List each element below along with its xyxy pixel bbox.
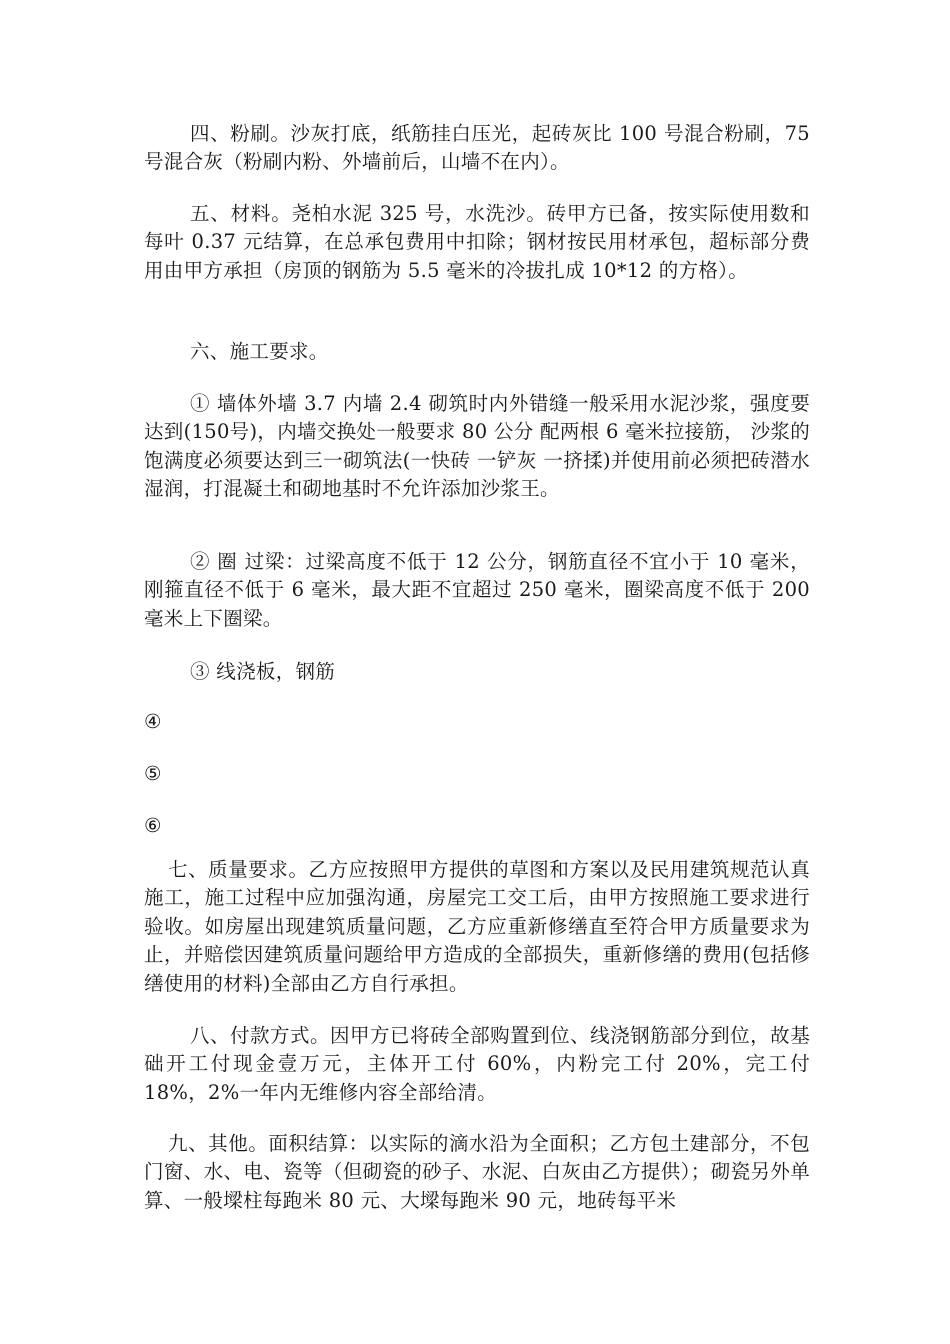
section-4-plastering: 四、粉刷。沙灰打底，纸筋挂白压光，起砖灰比 100 号混合粉刷，75 号混合灰（粉刷内粉、外墙前后，山墙不在内）。 [144,122,810,174]
section-6-item-3: ③ 线浇板，钢筋 [190,660,336,683]
section-6-item-6: ⑥ [144,814,162,837]
section-6-item-2: ② 圈 过梁：过梁高度不低于 12 公分，钢筋直径不宜小于 10 毫米，刚箍直径不低于 6 毫米，最大距不宜超过 250 毫米，圈梁高度不低于 200 毫米上下圈梁。 [144,550,810,630]
section-6-item-1: ① 墙体外墙 3.7 内墙 2.4 砌筑时内外错缝一般采用水泥沙浆，强度要达到(150号)，内墙交换处一般要求 80 公分 配两根 6 毫米拉接筋， 沙浆的饱满度必须要达到三一砌筑法(一快砖 一铲灰 一挤揉)并使用前必须把砖潜水湿润，打混凝土和砌地基时不允许添加沙浆王。 [144,392,810,501]
section-5-materials: 五、材料。尧柏水泥 325 号，水洗沙。砖甲方已备，按实际使用数和每叶 0.37 元结算，在总承包费用中扣除；钢材按民用材承包，超标部分费用由甲方承担（房顶的钢筋为 5.5 毫米的冷拔扎成 10*12 的方格）。 [144,202,810,282]
section-6-item-5: ⑤ [144,762,162,785]
section-7-quality: 七、质量要求。乙方应按照甲方提供的草图和方案以及民用建筑规范认真施工，施工过程中应加强沟通，房屋完工交工后，由甲方按照施工要求进行验收。如房屋出现建筑质量问题，乙方应重新修缮直至符合甲方质量要求为止，并赔偿因建筑质量问题给甲方造成的全部损失，重新修缮的费用(包括修缮使用的材料)全部由乙方自行承担。 [144,858,810,995]
section-8-payment: 八、付款方式。因甲方已将砖全部购置到位、线浇钢筋部分到位，故基础开工付现金壹万元，主体开工付 60%，内粉完工付 20%，完工付 18%，2%一年内无维修内容全部给清。 [144,1024,810,1104]
section-9-other: 九、其他。面积结算：以实际的滴水沿为全面积；乙方包土建部分，不包门窗、水、电、瓷等（但砌瓷的砂子、水泥、白灰由乙方提供）；砌瓷另外单算、一般墚柱每跑米 80 元、大墚每跑米 90 元，地砖每平米 [144,1132,810,1212]
section-6-item-4: ④ [144,710,162,733]
section-6-heading: 六、施工要求。 [190,340,329,363]
